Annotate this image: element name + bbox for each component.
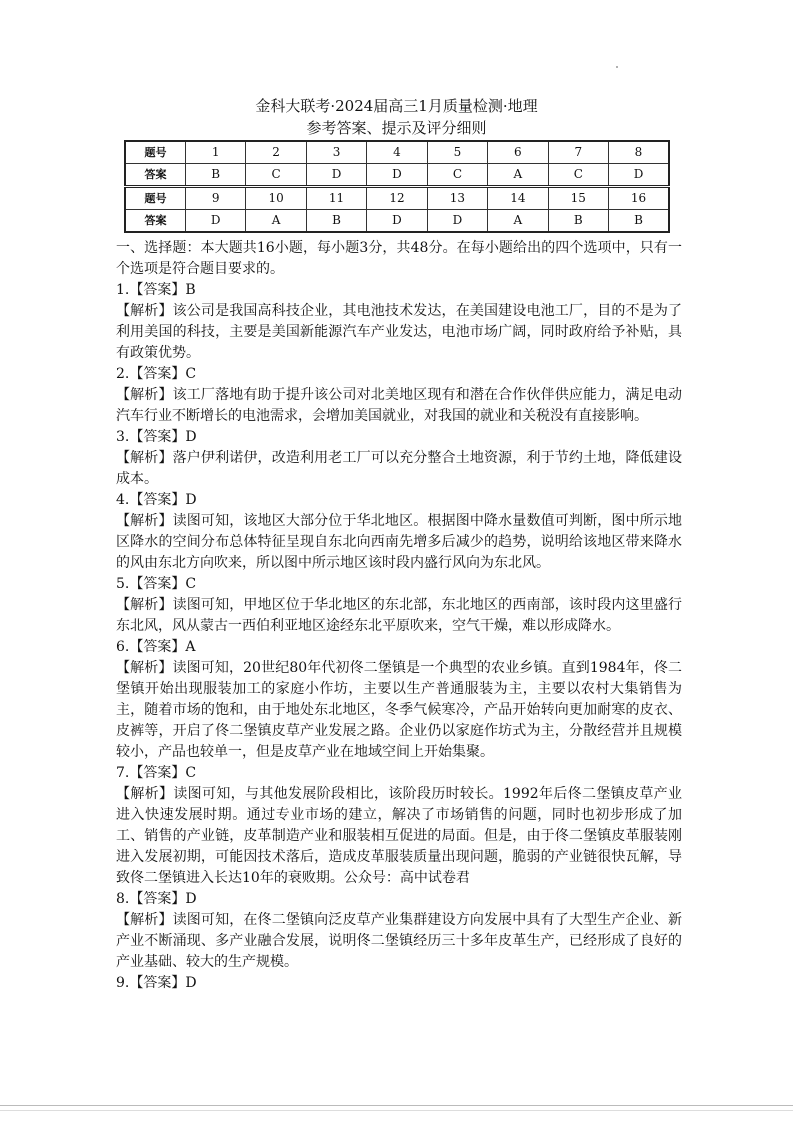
header-cell-number: 题号 — [125, 187, 185, 210]
analysis-paragraph: 【解析】读图可知，在佟二堡镇向泛皮草产业集群建设方向发展中具有了大型生产企业、新产业不断涌现、多产业融合发展，说明佟二堡镇经历三十多年皮革生产，已经形成了良好的产业基础、较大的生产规模。 — [116, 912, 682, 970]
table-row — [125, 164, 669, 187]
analysis-paragraph: 【解析】该公司是我国高科技企业，其电池技术发达，在美国建设电池工厂，目的不是为了利用美国的科技，主要是美国新能源汽车产业发达，电池市场广阔，同时政府给予补贴，具有政策优势。 — [116, 303, 682, 361]
section-intro: 一、选择题：本大题共16小题，每小题3分，共48分。在每小题给出的四个选项中，只有一个选项是符合题目要求的。 — [116, 240, 682, 277]
analysis-paragraph: 【解析】读图可知，20世纪80年代初佟二堡镇是一个典型的农业乡镇。直到1984年，佟二堡镇开始出现服装加工的家庭小作坊，主要以生产普通服装为主，主要以农村大集销售为主，随着市场的饱和，由于地处东北地区，冬季气候寒冷，产品开始转向更加耐寒的皮衣、皮裤等，开启了佟二堡镇皮草产业发展之路。企业仍以家庭作坊式为主，分散经营并且规模较小，产品也较单一，但是皮草产业在地域空间上开始集聚。 — [116, 660, 682, 760]
table-cell: 10 — [246, 187, 306, 210]
table-cell: D — [609, 164, 670, 187]
document-subtitle: 参考答案、提示及评分细则 — [306, 119, 487, 137]
table-cell: 3 — [306, 141, 366, 164]
analysis-paragraph: 【解析】读图可知，与其他发展阶段相比，该阶段历时较长。1992年后佟二堡镇皮草产业进入快速发展时期。通过专业市场的建立，解决了市场销售的问题，同时也初步形成了加工、销售的产业链，皮革制造产业和服装相互促进的局面。但是，由于佟二堡镇皮革服装刚进入发展初期，可能因技术落后，造成皮革服装质量出现问题，脆弱的产业链很快瓦解，导致佟二堡镇进入长达10年的衰败期。公众号：高中试卷君 — [116, 786, 682, 886]
table-cell: B — [306, 210, 366, 233]
answer-line: 1.【答案】B — [116, 282, 196, 298]
header-cell-number: 题号 — [125, 141, 185, 164]
table-cell: A — [488, 164, 548, 187]
table-row — [125, 187, 669, 210]
table-cell: 7 — [548, 141, 608, 164]
table-cell: B — [185, 164, 245, 187]
table-cell: 15 — [548, 187, 608, 210]
answer-line: 7.【答案】C — [116, 765, 197, 781]
table-cell: 11 — [306, 187, 366, 210]
table-cell: C — [246, 164, 306, 187]
answer-content — [116, 238, 682, 994]
answer-line: 3.【答案】D — [116, 429, 197, 445]
analysis-paragraph: 【解析】读图可知，该地区大部分位于华北地区。根据图中降水量数值可判断，图中所示地区降水的空间分布总体特征呈现自东北向西南先增多后减少的趋势，说明给该地区带来降水的风由东北方向吹来，所以图中所示地区该时段内盛行风向为东北风。 — [116, 513, 682, 571]
table-cell: 16 — [609, 187, 670, 210]
answer-line: 5.【答案】C — [116, 576, 197, 592]
table-cell: 4 — [367, 141, 427, 164]
answer-table — [124, 140, 670, 233]
table-cell: C — [427, 164, 487, 187]
answer-items — [116, 280, 682, 994]
table-cell: 12 — [367, 187, 427, 210]
answer-line: 8.【答案】D — [116, 891, 197, 907]
footer-rule-secondary — [0, 1110, 793, 1111]
footer-rule — [0, 1105, 793, 1106]
header-cell-answer: 答案 — [125, 210, 185, 233]
table-cell: D — [367, 164, 427, 187]
table-cell: 14 — [488, 187, 548, 210]
table-cell: 1 — [185, 141, 245, 164]
answer-line: 2.【答案】C — [116, 366, 197, 382]
table-cell: D — [427, 210, 487, 233]
table-cell: 13 — [427, 187, 487, 210]
answer-line: 4.【答案】D — [116, 492, 197, 508]
table-cell: A — [246, 210, 306, 233]
table-cell: A — [488, 210, 548, 233]
table-cell: 5 — [427, 141, 487, 164]
analysis-paragraph: 【解析】落户伊利诺伊，改造利用老工厂可以充分整合土地资源，利于节约土地，降低建设成本。 — [116, 450, 682, 487]
table-cell: 6 — [488, 141, 548, 164]
table-cell: D — [185, 210, 245, 233]
table-cell: 8 — [609, 141, 670, 164]
table-cell: 9 — [185, 187, 245, 210]
table-cell: 2 — [246, 141, 306, 164]
answer-line: 6.【答案】A — [116, 639, 196, 655]
answer-line: 9.【答案】D — [116, 975, 197, 991]
table-cell: D — [306, 164, 366, 187]
table-cell: B — [548, 210, 608, 233]
table-cell: B — [609, 210, 670, 233]
header-cell-answer: 答案 — [125, 164, 185, 187]
scan-dot — [616, 66, 618, 68]
table-row — [125, 141, 669, 164]
table-row — [125, 210, 669, 233]
document-title: 金科大联考·2024届高三1月质量检测·地理 — [255, 97, 538, 115]
analysis-paragraph: 【解析】读图可知，甲地区位于华北地区的东北部，东北地区的西南部，该时段内这里盛行东北风，风从蒙古一西伯利亚地区途经东北平原吹来，空气干燥，难以形成降水。 — [116, 597, 682, 634]
table-cell: C — [548, 164, 608, 187]
analysis-paragraph: 【解析】该工厂落地有助于提升该公司对北美地区现有和潜在合作伙伴供应能力，满足电动汽车行业不断增长的电池需求，会增加美国就业，对我国的就业和关税没有直接影响。 — [116, 387, 682, 424]
table-cell: D — [367, 210, 427, 233]
